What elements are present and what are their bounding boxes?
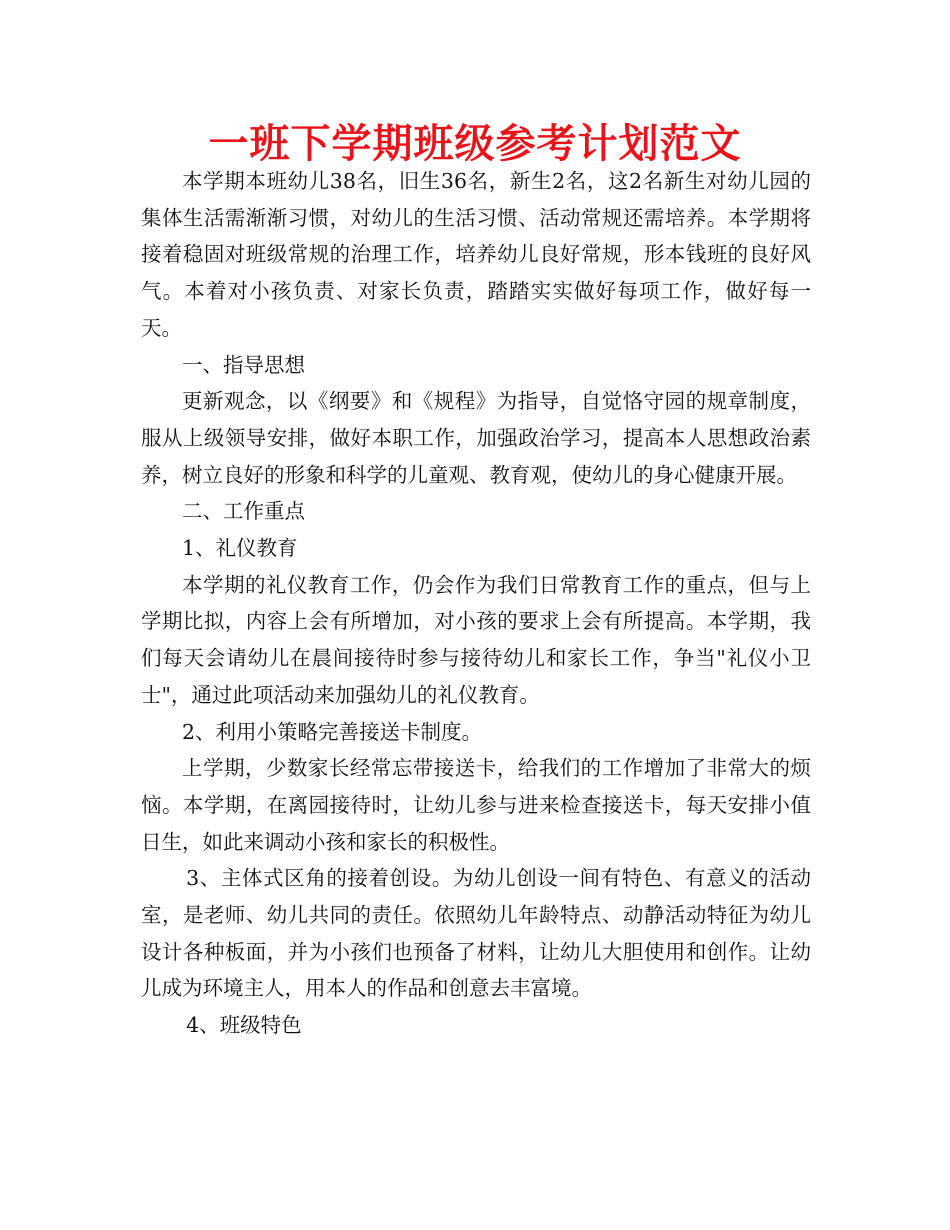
document-title: 一班下学期班级参考计划范文 xyxy=(208,120,742,167)
paragraph-guiding-thought: 更新观念，以《纲要》和《规程》为指导，自觉恪守园的规章制度，服从上级领导安排，做好本职工作，加强政治学习，提高本人思想政治素养，树立良好的形象和科学的儿童观、教育观，使幼儿的身心健康开展。 xyxy=(141,389,811,487)
heading-work-focus: 二、工作重点 xyxy=(182,499,305,524)
document-body xyxy=(141,163,811,1044)
subheading-etiquette: 1、礼仪教育 xyxy=(182,536,298,561)
paragraph-pickup-card: 上学期，少数家长经常忘带接送卡，给我们的工作增加了非常大的烦恼。本学期，在离园接待时，让幼儿参与进来检查接送卡，每天安排小值日生，如此来调动小孩和家长的积极性。 xyxy=(141,756,811,854)
paragraph-activity-corner: 3、主体式区角的接着创设。为幼儿创设一间有特色、有意义的活动室，是老师、幼儿共同的责任。依照幼儿年龄特点、动静活动特征为幼儿设计各种板面，并为小孩们也预备了材料，让幼儿大胆使用和创作。让幼儿成为环境主人，用本人的作品和创意去丰富境。 xyxy=(141,866,811,1001)
paragraph-intro: 本学期本班幼儿38名，旧生36名，新生2名，这2名新生对幼儿园的集体生活需渐渐习惯，对幼儿的生活习惯、活动常规还需培养。本学期将接着稳固对班级常规的治理工作，培养幼儿良好常规，形本钱班的良好风气。本着对小孩负责、对家长负责，踏踏实实做好每项工作，做好每一天。 xyxy=(141,169,811,340)
subheading-class-feature: 4、班级特色 xyxy=(186,1013,302,1038)
heading-guiding-thought: 一、指导思想 xyxy=(182,352,305,377)
paragraph-etiquette: 本学期的礼仪教育工作，仍会作为我们日常教育工作的重点，但与上学期比拟，内容上会有所增加，对小孩的要求上会有所提高。本学期，我们每天会请幼儿在晨间接待时参与接待幼儿和家长工作，争当"礼仪小卫士"，通过此项活动来加强幼儿的礼仪教育。 xyxy=(141,572,811,707)
subheading-pickup-card: 2、利用小策略完善接送卡制度。 xyxy=(182,719,483,744)
